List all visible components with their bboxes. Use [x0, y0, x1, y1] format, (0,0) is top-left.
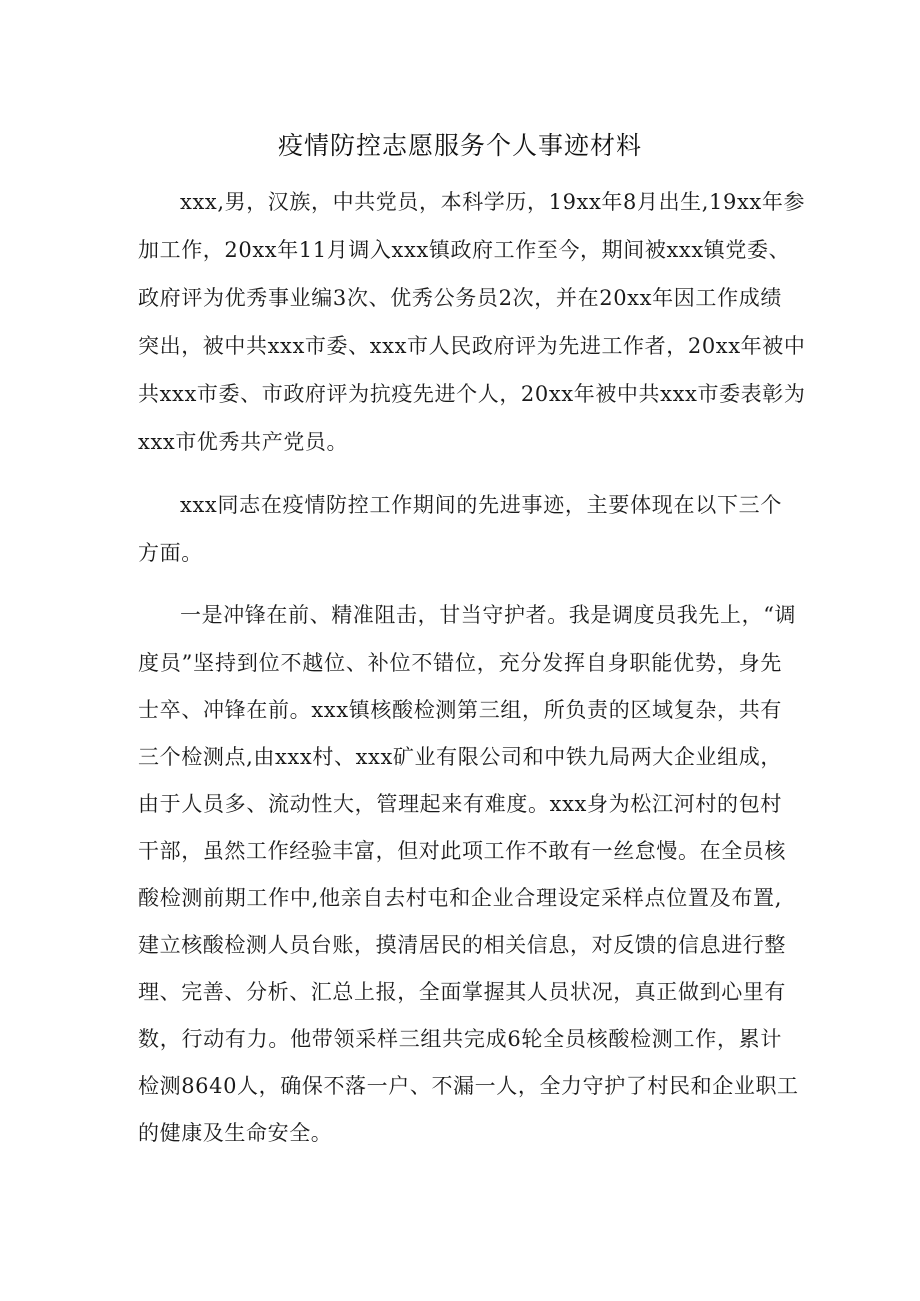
- paragraph-1-line-5: 共xxx市委、市政府评为抗疫先进个人，20xx年被中共xxx市委表彰为: [138, 382, 806, 406]
- paragraph-1-line-6: xxx市优秀共产党员。: [138, 430, 349, 454]
- paragraph-3-line-12: 的健康及生命安全。: [138, 1121, 333, 1145]
- paragraph-1-line-2: 加工作，20xx年11月调入xxx镇政府工作至今，期间被xxx镇党委、: [138, 238, 791, 262]
- paragraph-3-line-10: 数，行动有力。他带领采样三组共完成6轮全员核酸检测工作，累计: [138, 1027, 782, 1051]
- paragraph-3-line-11: 检测8640人，确保不落一户、不漏一人，全力守护了村民和企业职工: [138, 1074, 799, 1098]
- paragraph-3-line-4: 三个检测点,由xxx村、xxx矿业有限公司和中铁九局两大企业组成，: [138, 745, 782, 769]
- paragraph-3-line-8: 建立核酸检测人员台账，摸清居民的相关信息，对反馈的信息进行整: [138, 933, 786, 957]
- paragraph-1-line-3: 政府评为优秀事业编3次、优秀公务员2次，并在20xx年因工作成绩: [138, 286, 782, 310]
- paragraph-3-line-7: 酸检测前期工作中,他亲自去村屯和企业合理设定采样点位置及布置,: [138, 886, 782, 910]
- document-title: 疫情防控志愿服务个人事迹材料: [277, 131, 642, 160]
- paragraph-3-line-5: 由于人员多、流动性大，管理起来有难度。xxx身为松江河村的包村: [138, 792, 782, 816]
- paragraph-3-line-3: 士卒、冲锋在前。xxx镇核酸检测第三组，所负责的区域复杂，共有: [138, 698, 782, 722]
- paragraph-3-line-9: 理、完善、分析、汇总上报，全面掌握其人员状况，真正做到心里有: [138, 980, 786, 1004]
- paragraph-1-line-1: xxx,男，汉族，中共党员，本科学历，19xx年8月出生,19xx年参: [180, 190, 806, 214]
- paragraph-1-line-4: 突出，被中共xxx市委、xxx市人民政府评为先进工作者，20xx年被中: [138, 334, 806, 358]
- paragraph-3-line-6: 干部，虽然工作经验丰富，但对此项工作不敢有一丝怠慢。在全员核: [138, 839, 786, 863]
- paragraph-3-line-2: 度员”坚持到位不越位、补位不错位，充分发挥自身职能优势，身先: [138, 651, 782, 675]
- paragraph-3-line-1: 一是冲锋在前、精准阻击，甘当守护者。我是调度员我先上，“调: [180, 603, 797, 627]
- paragraph-2-line-1: xxx同志在疫情防控工作期间的先进事迹，主要体现在以下三个: [180, 493, 782, 517]
- paragraph-2-line-2: 方面。: [138, 541, 203, 565]
